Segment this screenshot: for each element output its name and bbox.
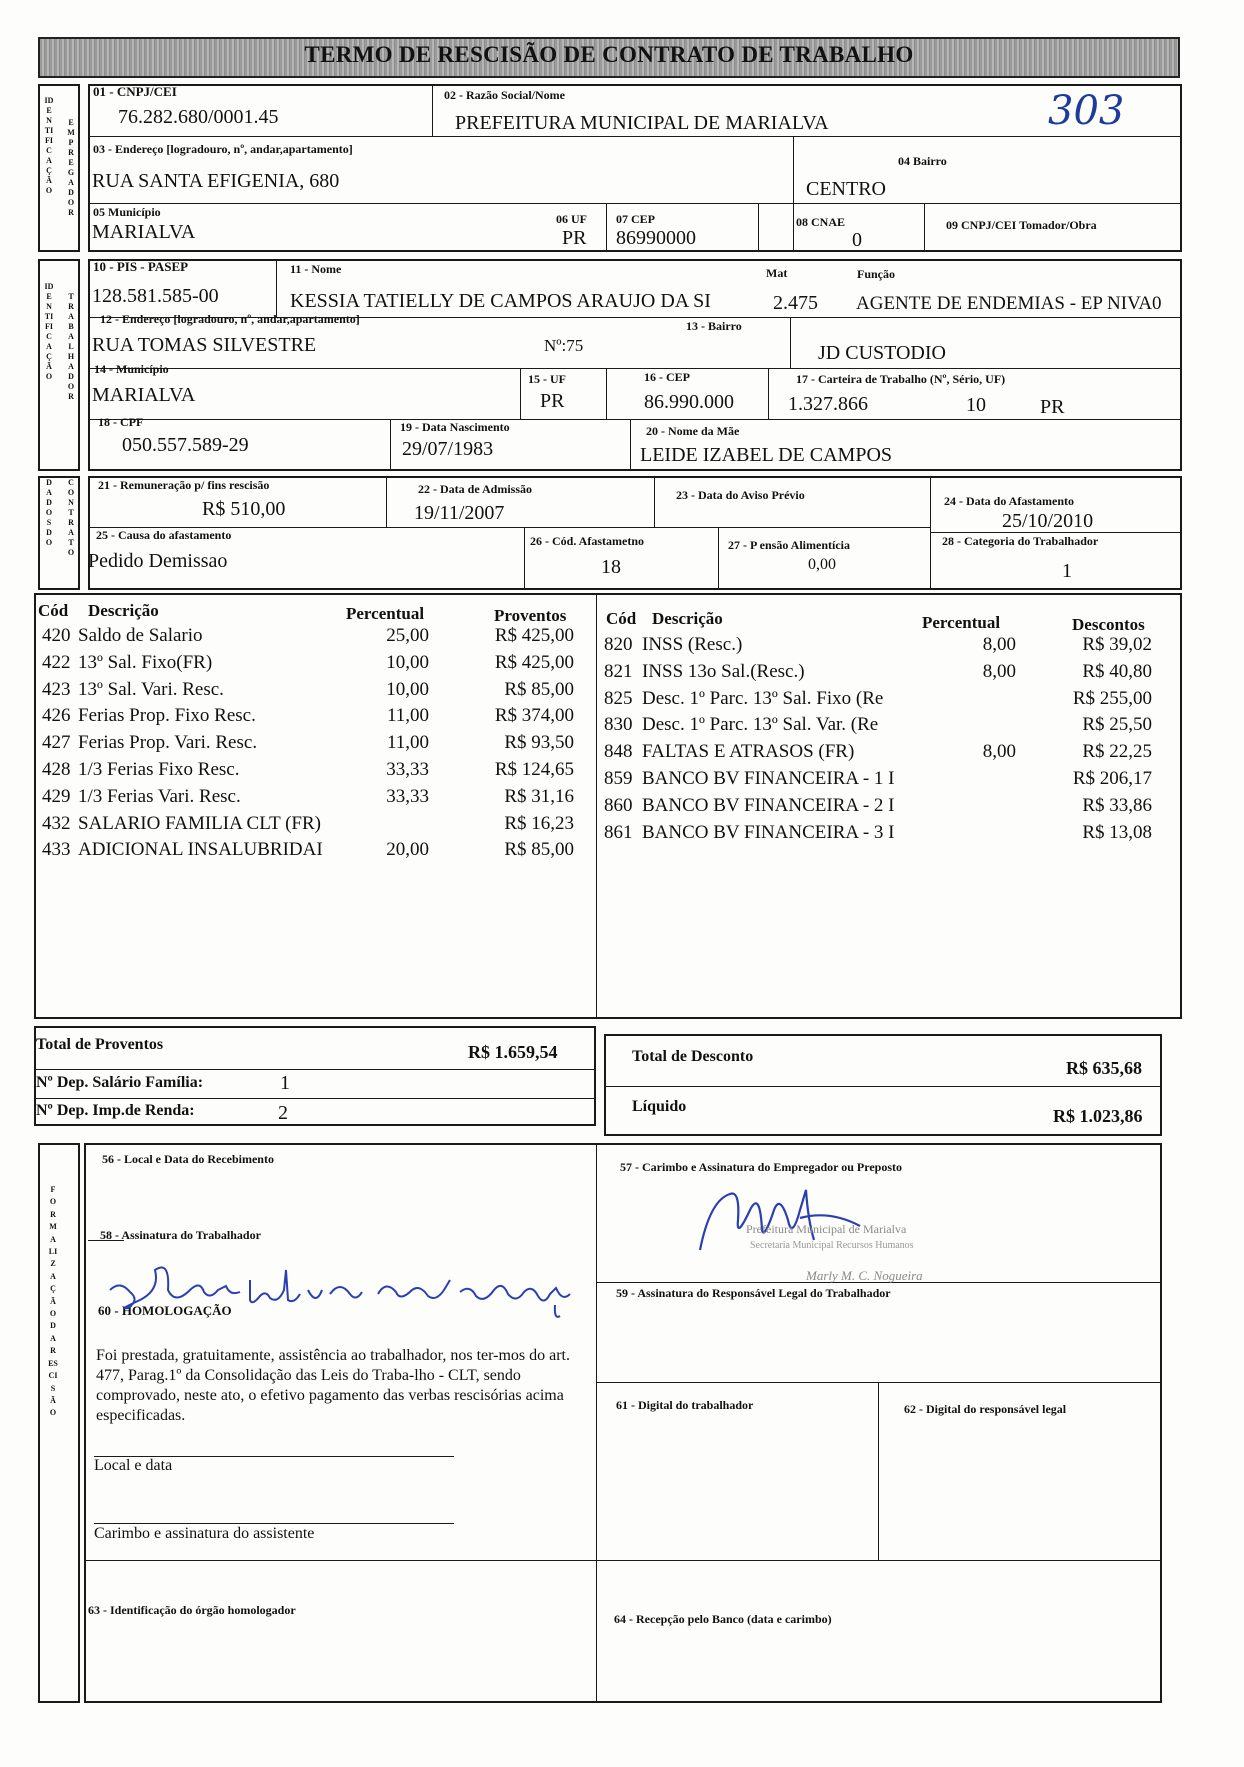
uf-value: PR [562,227,587,249]
proventos-row-desc: Ferias Prop. Fixo Resc. [78,705,256,727]
total-desconto-label: Total de Desconto [632,1048,754,1065]
liquido-label: Líquido [632,1098,687,1115]
stamp-line-2: Secretaria Municipal Recursos Humanos [750,1240,914,1251]
endereco-value: RUA SANTA EFIGENIA, 680 [92,170,340,192]
categoria-label: 28 - Categoria do Trabalhador [942,534,1099,548]
proventos-row-perc: 11,00 [386,705,429,727]
pensao-label: 27 - P ensão Alimentícia [728,538,850,552]
descontos-row-cod: 861 [604,821,633,843]
worker-cep-label: 16 - CEP [644,370,690,384]
stamp-line-1: Prefeitura Municipal de Marialva [746,1222,907,1236]
aviso-label: 23 - Data do Aviso Prévio [676,488,805,502]
proventos-row-desc: 1/3 Ferias Fixo Resc. [78,759,240,780]
digital-resp-label: 62 - Digital do responsável legal [904,1402,1067,1416]
descontos-row-desc: FALTAS E ATRASOS (FR) [642,741,855,763]
proventos-row-cod: 429 [42,785,71,807]
descontos-row-desc: Desc. 1º Parc. 13º Sal. Fixo (Re [642,687,884,709]
worker-endereco-value: RUA TOMAS SILVESTRE [92,334,317,356]
total-proventos-value: R$ 1.659,54 [468,1042,558,1062]
orgao-label: 63 - Identificação do órgão homologador [88,1603,296,1617]
descontos-row-valor: R$ 33,86 [1082,794,1152,816]
admissao-label: 22 - Data de Admissão [418,482,533,496]
homologacao-label: 60 - HOMOLOGAÇÃO [98,1303,232,1318]
proventos-row-valor: R$ 425,00 [494,651,574,673]
descontos-row-perc: 8,00 [982,741,1016,763]
descontos-row-valor: R$ 40,80 [1082,660,1152,682]
proventos-row-desc: Ferias Prop. Vari. Resc. [78,732,258,754]
descontos-row-valor: R$ 255,00 [1072,687,1152,709]
proventos-row-valor: R$ 31,16 [504,785,574,807]
imp-renda-value: 2 [278,1102,288,1124]
proventos-row-perc: 10,00 [386,651,429,673]
descontos-row-perc: 8,00 [982,634,1016,655]
proventos-row-valor: R$ 85,00 [504,839,574,861]
descontos-row-desc: BANCO BV FINANCEIRA - 1 I [642,768,895,789]
razao-value: PREFEITURA MUNICIPAL DE MARIALVA [455,112,829,134]
local-data-text: Local e data [94,1457,173,1474]
bairro-value: CENTRO [806,178,886,200]
descontos-row-desc: INSS 13o Sal.(Resc.) [642,660,805,682]
nasc-value: 29/07/1983 [402,438,494,460]
worker-municipio-value: MARIALVA [92,384,196,406]
banco-label: 64 - Recepção pelo Banco (data e carimbo) [614,1612,832,1626]
assinatura-trab-label: 58 - Assinatura do Trabalhador [100,1228,261,1242]
resp-legal-label: 59 - Assinatura do Responsável Legal do Trabalhador [616,1286,891,1300]
descontos-row-perc: 8,00 [982,660,1016,682]
carimbo-assistente-text: Carimbo e assinatura do assistente [94,1525,315,1542]
worker-signature [100,1250,590,1320]
proventos-row-desc: ADICIONAL INSALUBRIDAI [78,839,323,861]
nome-value: KESSIA TATIELLY DE CAMPOS ARAUJO DA SI [290,290,711,312]
proventos-row-cod: 422 [42,651,71,673]
proventos-row-desc: 1/3 Ferias Vari. Resc. [78,785,241,807]
descontos-row-cod: 859 [604,768,633,789]
proventos-row-valor: R$ 374,00 [494,705,574,727]
proventos-row-cod: 426 [42,705,71,727]
worker-bairro-label: 13 - Bairro [686,319,742,333]
pensao-value: 0,00 [808,556,836,573]
descontos-row-desc: BANCO BV FINANCEIRA - 3 I [642,821,895,843]
proventos-row-desc: SALARIO FAMILIA CLT (FR) [78,812,321,834]
side-label-formalizacao: FORMALIZAÇÃO DA RESCISÃO [48,1185,58,1418]
cnae-label: 08 CNAE [796,215,846,229]
homologacao-text: Foi prestada, gratuitamente, assistência ao trabalhador, nos ter-mos do art. 477, Parag.1º da Consolidação das Leis do Traba-lho - CLT, sendo comprovado, neste ato, o efetivo pagamento das verbas rescisórias acima especificadas. [96,1347,570,1424]
proventos-row-valor: R$ 85,00 [504,678,574,700]
side-label-do: DO [45,528,53,547]
worker-endereco-label: 12 - Endereço [logradouro, nº, andar,apartamento] [100,312,360,326]
side-label-identificacao: IDENTIFICAÇÃO [44,96,54,195]
mae-value: LEIDE IZABEL DE CAMPOS [640,444,893,466]
cpf-label: 18 - CPF [98,415,144,429]
proventos-row-cod: 432 [42,812,71,834]
proventos-header-cod: Cód [38,601,69,620]
side-label-dados: DADOS [45,478,53,527]
proventos-row-desc: 13º Sal. Fixo(FR) [78,651,213,673]
mat-label: Mat [766,266,788,280]
proventos-row-cod: 433 [42,839,71,861]
cpf-value: 050.557.589-29 [122,434,249,456]
pis-value: 128.581.585-00 [92,285,219,307]
cnpj-label: 01 - CNPJ/CEI [93,84,177,99]
afast-label: 24 - Data do Afastamento [944,494,1074,508]
total-desconto-value: R$ 635,68 [1066,1058,1142,1078]
remun-value: R$ 510,00 [202,498,286,520]
descontos-header-perc: Percentual [922,613,1001,632]
proventos-row-desc: 13º Sal. Vari. Resc. [78,678,224,700]
descontos-row-cod: 825 [604,687,633,709]
razao-label: 02 - Razão Social/Nome [444,88,565,102]
descontos-row-valor: R$ 22,25 [1082,741,1152,763]
descontos-row-valor: R$ 25,50 [1082,714,1152,736]
proventos-row-cod: 420 [42,625,71,646]
cep-value: 86990000 [616,227,696,249]
digital-trab-label: 61 - Digital do trabalhador [616,1398,754,1412]
proventos-row-cod: 427 [42,732,71,754]
proventos-row-perc: 10,00 [386,678,429,700]
ctps-label: 17 - Carteira de Trabalho (Nº, Sério, UF) [796,372,1006,386]
local-data-label: 56 - Local e Data do Recebimento [102,1152,274,1166]
causa-value: Pedido Demissao [88,550,228,572]
bairro-label: 04 Bairro [898,154,947,168]
nasc-label: 19 - Data Nascimento [400,420,510,434]
worker-municipio-label: 14 - Município [94,362,169,376]
handwritten-number: 303 [1048,88,1125,134]
worker-bairro-value: JD CUSTODIO [818,342,946,364]
descontos-row-cod: 820 [604,634,633,655]
worker-uf-label: 15 - UF [528,372,566,386]
proventos-header-desc: Descrição [88,601,159,620]
causa-label: 25 - Causa do afastamento [96,528,232,542]
descontos-row-valor: R$ 13,08 [1082,821,1152,843]
ctps-uf-value: PR [1040,396,1065,418]
municipio-value: MARIALVA [92,221,196,243]
proventos-header-perc: Percentual [346,604,425,623]
endereco-label: 03 - Endereço [logradouro, nº, andar,apartamento] [93,142,353,156]
proventos-row-perc: 33,33 [386,759,429,780]
descontos-table [598,593,1182,1019]
descontos-row-cod: 830 [604,714,633,736]
proventos-row-desc: Saldo de Salario [78,625,203,646]
descontos-header-valor: Descontos [1072,615,1145,634]
ctps-num-value: 1.327.866 [788,393,868,415]
descontos-row-valor: R$ 206,17 [1072,768,1152,789]
descontos-header-desc: Descrição [652,609,723,628]
cep-label: 07 CEP [616,212,655,226]
worker-numero-value: Nº:75 [544,336,584,355]
liquido-value: R$ 1.023,86 [1053,1106,1143,1126]
nome-label: 11 - Nome [290,262,342,276]
remun-label: 21 - Remuneração p/ fins rescisão [98,478,270,492]
proventos-row-valor: R$ 16,23 [504,812,574,834]
proventos-table [34,593,596,1019]
proventos-row-perc: 11,00 [386,732,429,754]
mae-label: 20 - Nome da Mãe [646,424,740,438]
proventos-row-valor: R$ 124,65 [494,759,574,780]
worker-cep-value: 86.990.000 [644,391,734,413]
descontos-row-desc: Desc. 1º Parc. 13º Sal. Var. (Re [642,714,879,736]
municipio-label: 05 Município [93,205,161,219]
formal-side-box [38,1143,80,1703]
proventos-row-perc: 33,33 [386,785,429,807]
descontos-row-desc: INSS (Resc.) [642,634,743,655]
side-label-contrato: CONTRATO [67,478,75,557]
proventos-row-valor: R$ 425,00 [494,625,574,646]
descontos-row-desc: BANCO BV FINANCEIRA - 2 I [642,794,895,816]
side-label-trabalhador: TRABALHADOR [67,292,75,401]
sal-familia-value: 1 [280,1072,290,1094]
cnae-value: 0 [852,229,862,251]
carimbo-label: 57 - Carimbo e Assinatura do Empregador ou Preposto [620,1160,903,1174]
descontos-row-cod: 821 [604,660,633,682]
ctps-serie-value: 10 [966,394,986,416]
descontos-row-cod: 860 [604,794,633,816]
descontos-row-cod: 848 [604,741,633,763]
document-title: TERMO DE RESCISÃO DE CONTRATO DE TRABALHO [304,42,914,67]
side-label-empregador: EMPREGADOR [67,118,75,217]
cod-afast-value: 18 [601,556,621,578]
sal-familia-label: Nº Dep. Salário Família: [36,1074,204,1091]
pis-label: 10 - PIS - PASEP [93,259,189,274]
descontos-header-cod: Cód [606,609,637,628]
afast-value: 25/10/2010 [1002,510,1094,532]
imp-renda-label: Nº Dep. Imp.de Renda: [36,1102,195,1119]
uf-label: 06 UF [556,212,587,226]
cnpj-value: 76.282.680/0001.45 [118,106,279,128]
funcao-label: Função [857,267,896,281]
total-proventos-label: Total de Proventos [36,1036,164,1053]
proventos-row-valor: R$ 93,50 [504,732,574,754]
stamp-line-3: Marly M. C. Nogueira [806,1268,923,1283]
admissao-value: 19/11/2007 [414,502,505,524]
cod-afast-label: 26 - Cód. Afastametno [530,534,644,548]
proventos-row-cod: 428 [42,759,71,780]
proventos-header-valor: Proventos [494,606,567,625]
worker-uf-value: PR [540,390,565,412]
categoria-value: 1 [1062,560,1072,582]
proventos-row-perc: 20,00 [386,839,429,861]
tomador-label: 09 CNPJ/CEI Tomador/Obra [946,218,1097,232]
side-label-identificacao-2: IDENTIFICAÇÃO [44,282,54,381]
title-bar [38,37,1180,78]
proventos-row-cod: 423 [42,678,71,700]
mat-value: 2.475 [773,292,818,314]
proventos-row-perc: 25,00 [386,625,429,646]
funcao-value: AGENTE DE ENDEMIAS - EP NIVA0 [856,293,1162,314]
descontos-row-valor: R$ 39,02 [1082,634,1152,655]
